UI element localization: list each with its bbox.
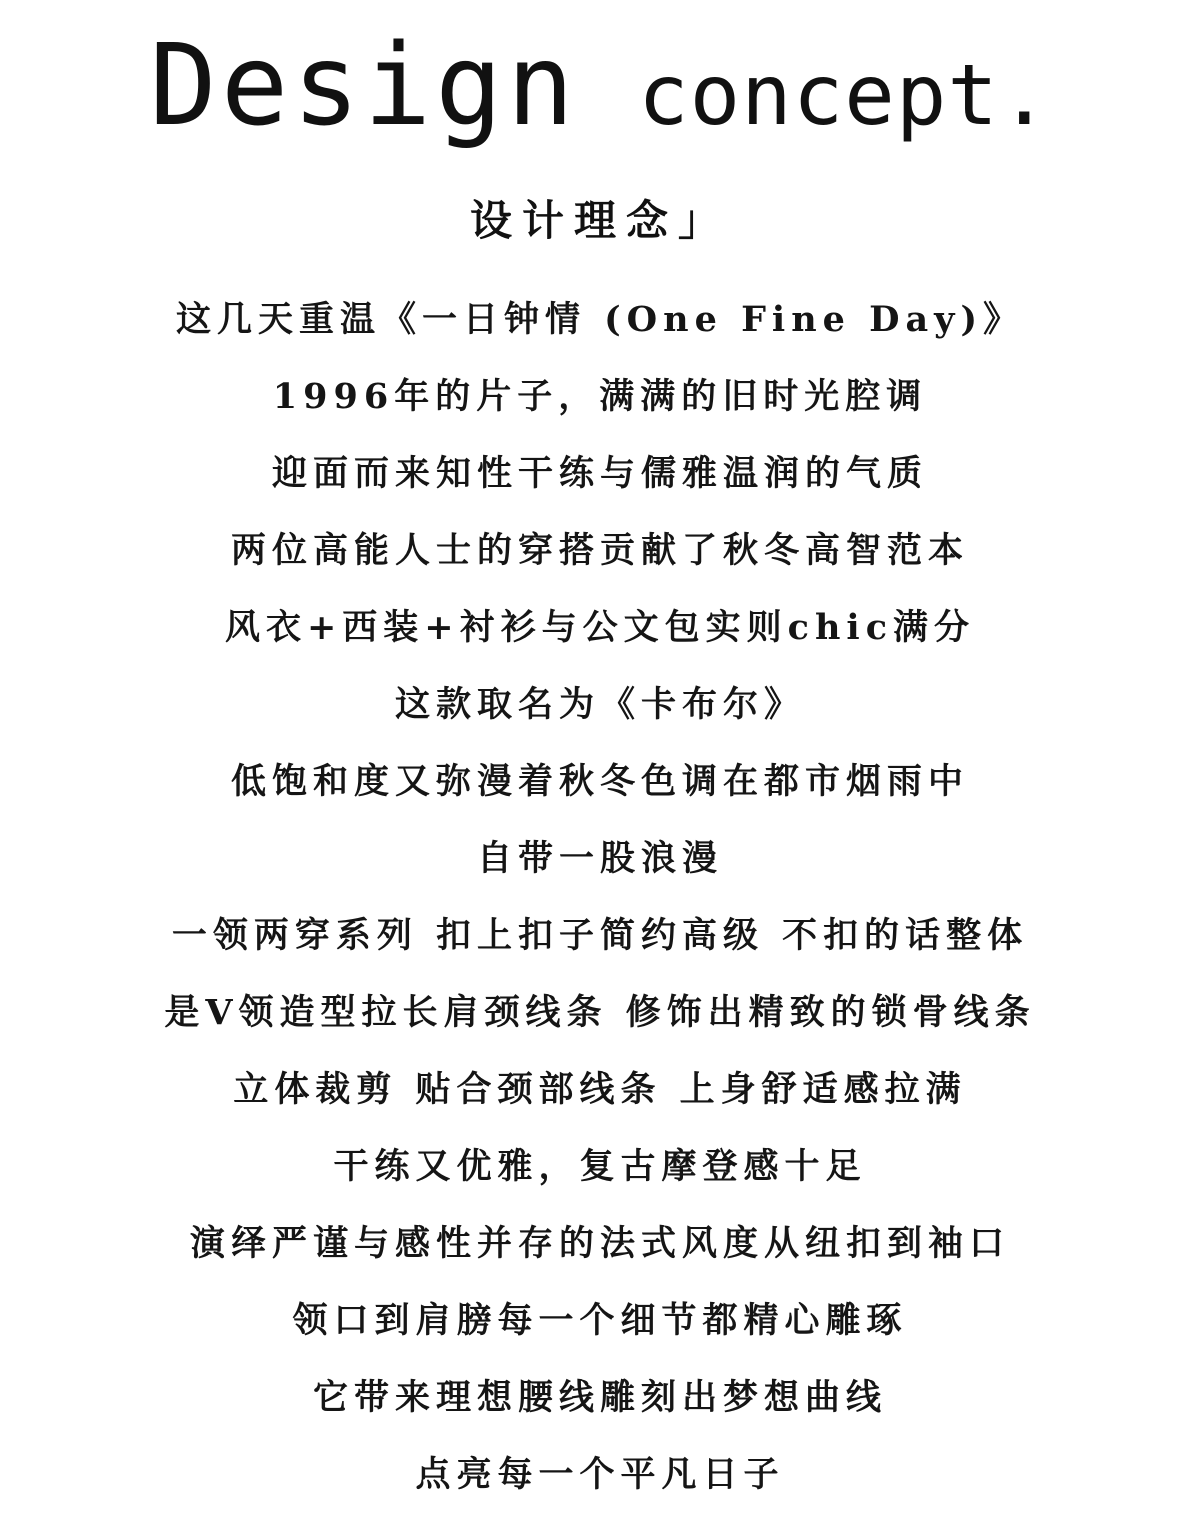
title-word-concept: concept.	[638, 46, 1051, 144]
page-subtitle: 设计理念」	[469, 196, 730, 245]
text-line: 低饱和度又弥漫着秋冬色调在都市烟雨中	[230, 761, 969, 802]
text-line: 1996年的片子，满满的旧时光腔调	[272, 376, 928, 417]
text-line: 一领两穿系列 扣上扣子简约高级 不扣的话整体	[171, 915, 1029, 956]
text-line: 干练又优雅，复古摩登感十足	[333, 1146, 867, 1187]
text-line: 点亮每一个平凡日子	[415, 1454, 785, 1495]
text-line: 是V领造型拉长肩颈线条 修饰出精致的锁骨线条	[164, 992, 1036, 1033]
text-line: 两位高能人士的穿搭贡献了秋冬高智范本	[230, 530, 969, 571]
text-line: 这几天重温《一日钟情 (One Fine Day)》	[175, 299, 1025, 340]
text-line: 演绎严谨与感性并存的法式风度从纽扣到袖口	[189, 1223, 1010, 1264]
text-line: 它带来理想腰线雕刻出梦想曲线	[312, 1377, 887, 1418]
text-line: 领口到肩膀每一个细节都精心雕琢	[292, 1300, 908, 1341]
text-line: 自带一股浪漫	[476, 838, 723, 879]
concept-text-block	[0, 290, 1200, 1522]
text-line: 风衣+西装+衬衫与公文包实则chic满分	[224, 607, 976, 648]
text-line: 迎面而来知性干练与儒雅温润的气质	[271, 453, 928, 494]
title-word-design: Design	[149, 21, 578, 151]
text-line: 这款取名为《卡布尔》	[394, 684, 805, 725]
page-title	[0, 21, 1200, 151]
text-line: 立体裁剪 贴合颈部线条 上身舒适感拉满	[233, 1069, 967, 1110]
